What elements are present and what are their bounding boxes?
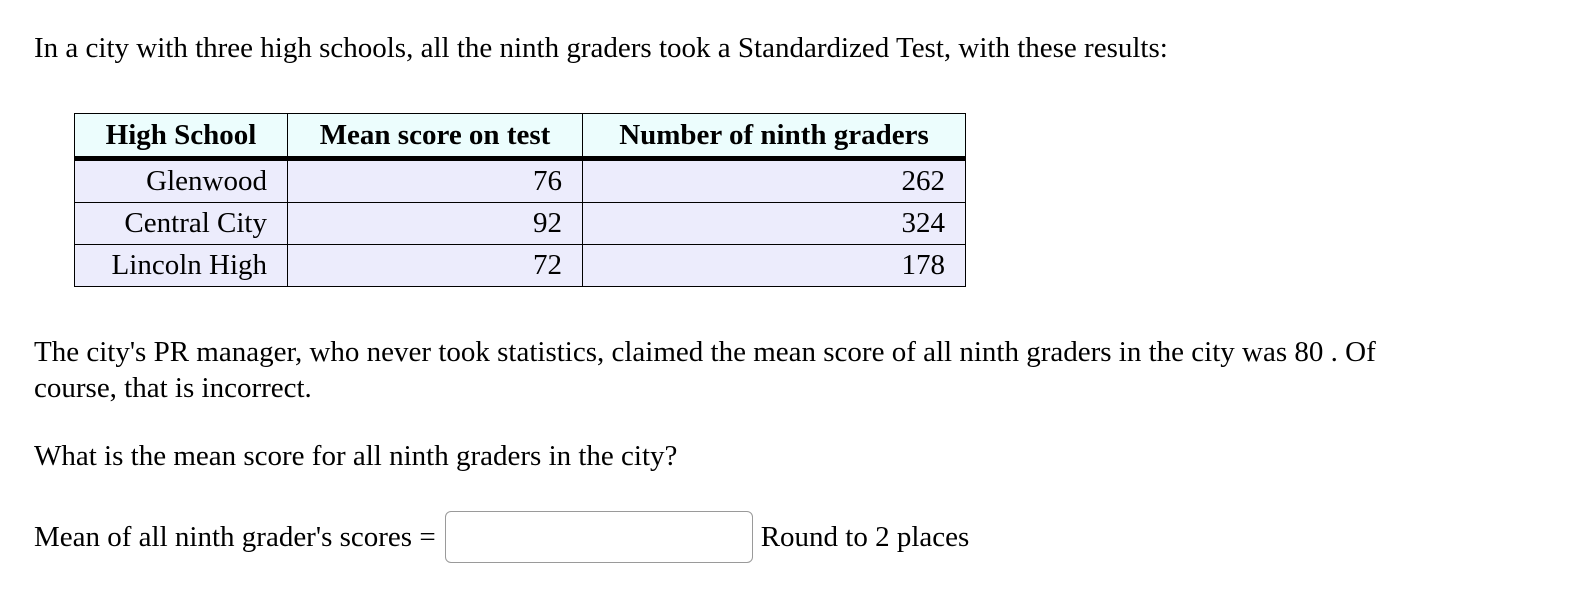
- header-mean-score: Mean score on test: [288, 114, 583, 159]
- table-row: [75, 245, 966, 287]
- claim-paragraph: [34, 334, 1454, 406]
- results-table: [74, 113, 966, 287]
- table-header-row: [75, 114, 966, 159]
- header-number-of-graders: Number of ninth graders: [583, 114, 966, 159]
- intro-text: In a city with three high schools, all the ninth graders took a Standardized Test, with these results:: [34, 32, 1168, 64]
- table-row: [75, 159, 966, 203]
- answer-label: Mean of all ninth grader's scores =: [34, 520, 436, 553]
- claim-value: 80: [1294, 336, 1324, 368]
- claim-text: The city's PR manager, who never took statistics, claimed the mean score of all ninth graders in the city was: [34, 336, 1288, 368]
- cell-school: Lincoln High: [75, 245, 288, 287]
- cell-count: 178: [583, 245, 966, 287]
- cell-mean: 76: [288, 159, 583, 203]
- header-high-school: High School: [75, 114, 288, 159]
- answer-input[interactable]: [445, 511, 753, 563]
- cell-school: Glenwood: [75, 159, 288, 203]
- answer-row: [34, 508, 969, 566]
- cell-mean: 72: [288, 245, 583, 287]
- claim-suffix: . Of course, that is incorrect.: [34, 336, 1376, 404]
- rounding-hint: Round to 2 places: [760, 520, 970, 553]
- cell-count: 324: [583, 203, 966, 245]
- cell-count: 262: [583, 159, 966, 203]
- question-text: What is the mean score for all ninth graders in the city?: [34, 440, 678, 472]
- table-row: [75, 203, 966, 245]
- cell-school: Central City: [75, 203, 288, 245]
- cell-mean: 92: [288, 203, 583, 245]
